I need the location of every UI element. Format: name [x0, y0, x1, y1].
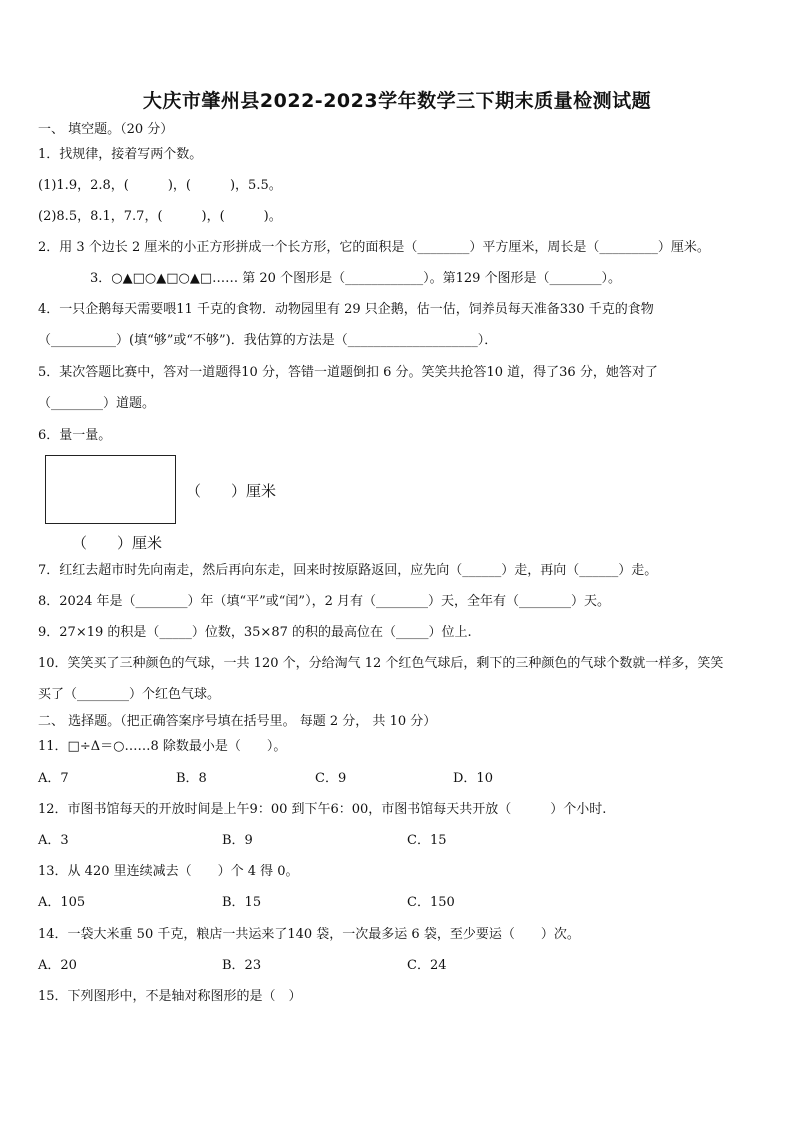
q11-option-d: D．10 [453, 771, 493, 786]
measure-rectangle [45, 455, 176, 524]
question-10-line-1: 10．笑笑买了三种颜色的气球，一共 120 个，分给淘气 12 个红色气球后，剩下的三种颜色的气球个数就一样多，笑笑 [38, 656, 724, 671]
question-10-line-2: 买了（________）个红色气球。 [38, 687, 221, 702]
question-11: 11．□÷Δ＝○……8 除数最小是（ ）。 [38, 739, 287, 754]
question-9: 9．27×19 的积是（_____）位数，35×87 的积的最高位在（_____）位上. [38, 625, 472, 640]
rectangle-width-answer: （ ）厘米 [72, 534, 163, 552]
page-title: 大庆市肇州县2022-2023学年数学三下期末质量检测试题 [142, 90, 652, 112]
q11-option-c: C．9 [315, 771, 347, 786]
question-6: 6．量一量。 [38, 428, 112, 443]
q11-option-a: A．7 [38, 771, 69, 786]
q11-option-b: B．8 [176, 771, 207, 786]
q14-option-b: B．23 [222, 958, 262, 973]
question-1-part-2: (2)8.5，8.1，7.7，( )，( )。 [38, 209, 282, 224]
rectangle-height-answer: （ ）厘米 [186, 482, 277, 500]
q14-option-c: C．24 [407, 958, 447, 973]
q12-option-c: C．15 [407, 833, 447, 848]
question-4-line-1: 4．一只企鹅每天需要喂11 千克的食物．动物园里有 29 只企鹅，估一估，饲养员每天准备330 千克的食物 [38, 302, 654, 317]
q14-option-a: A．20 [38, 958, 77, 973]
question-1-part-1: (1)1.9，2.8，( )，( )，5.5。 [38, 178, 282, 193]
question-14: 14．一袋大米重 50 千克，粮店一共运来了140 袋，一次最多运 6 袋，至少要运（ ）次。 [38, 927, 580, 942]
section-2-heading: 二、 选择题。（把正确答案序号填在括号里。 每题 2 分， 共 10 分） [38, 714, 437, 729]
question-3: 3．○▲□○▲□○▲□…… 第 20 个图形是（____________）。第129 个图形是（________）。 [90, 271, 622, 286]
q13-option-c: C．150 [407, 895, 455, 910]
q13-option-b: B．15 [222, 895, 262, 910]
question-7: 7．红红去超市时先向南走，然后再向东走，回来时按原路返回，应先向（______）走，再向（______）走。 [38, 563, 658, 578]
question-1: 1．找规律，接着写两个数。 [38, 147, 203, 162]
question-5-line-1: 5．某次答题比赛中，答对一道题得10 分，答错一道题倒扣 6 分。笑笑共抢答10 道，得了36 分，她答对了 [38, 365, 658, 380]
question-8: 8．2024 年是（________）年（填“平”或“闰”），2 月有（________）天，全年有（________）天。 [38, 594, 610, 609]
question-15: 15．下列图形中，不是轴对称图形的是（ ） [38, 989, 302, 1004]
question-5-line-2: （________）道题。 [38, 396, 156, 411]
section-1-heading: 一、 填空题。（20 分） [38, 122, 174, 137]
question-13: 13．从 420 里连续减去（ ）个 4 得 0。 [38, 864, 299, 879]
q13-option-a: A．105 [38, 895, 86, 910]
question-4-line-2: （__________）(填“够”或“不够”)．我估算的方法是（____________________）． [38, 333, 498, 348]
q12-option-b: B．9 [222, 833, 253, 848]
question-12: 12．市图书馆每天的开放时间是上午9：00 到下午6：00，市图书馆每天共开放（ ）个小时. [38, 802, 607, 817]
q12-option-a: A．3 [38, 833, 69, 848]
question-2: 2．用 3 个边长 2 厘米的小正方形拼成一个长方形，它的面积是（________）平方厘米，周长是（_________）厘米。 [38, 240, 710, 255]
